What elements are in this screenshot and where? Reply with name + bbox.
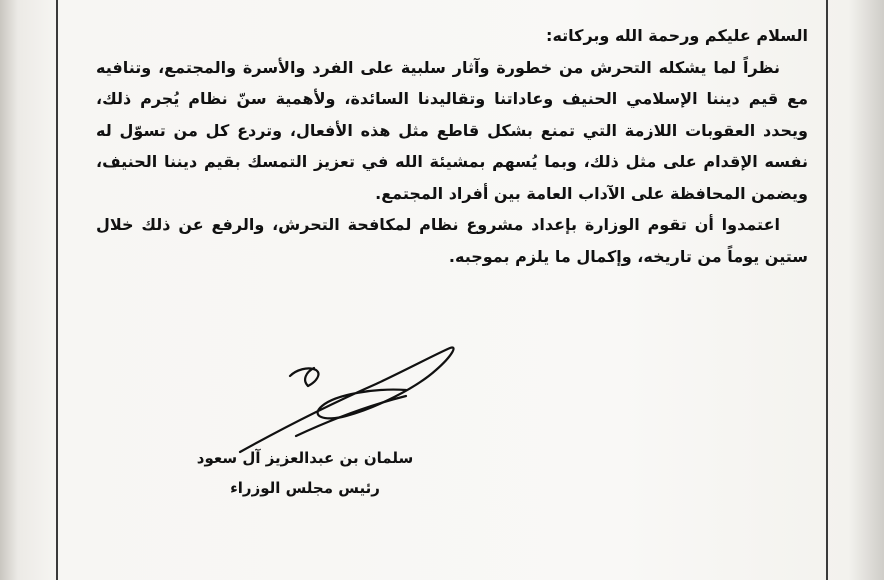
signatory-block [160,443,450,503]
signatory-name: سلمان بن عبدالعزيز آل سعود [196,449,414,467]
paragraph-2: اعتمدوا أن تقوم الوزارة بإعداد مشروع نظام لمكافحة التحرش، والرفع عن ذلك خلال ستين يوماً من تاريخه، وإكمال ما يلزم بموجبه. [96,215,808,266]
paragraph-1: نظراً لما يشكله التحرش من خطورة وآثار سلبية على الفرد والأسرة والمجتمع، وتنافيه مع قيم ديننا الإسلامي الحنيف وعاداتنا وتقاليدنا السائدة، ولأهمية سنّ نظام يُجرم ذلك، ويحدد العقوبات اللازمة التي تمنع بشكل قاطع مثل هذه الأفعال، وتردع كل من تسوّل له نفسه الإقدام على مثل ذلك، وبما يُسهم بمشيئة الله في تعزيز التمسك بقيم ديننا الحنيف، ويضمن المحافظة على الآداب العامة بين أفراد المجتمع. [96,57,808,203]
letter-body [96,20,808,272]
handwritten-signature [236,336,466,456]
page-border-right [826,0,828,580]
signatory-title: رئيس مجلس الوزراء [230,479,380,497]
salutation: السلام عليكم ورحمة الله وبركاته: [546,26,808,45]
page-border-left [56,0,58,580]
